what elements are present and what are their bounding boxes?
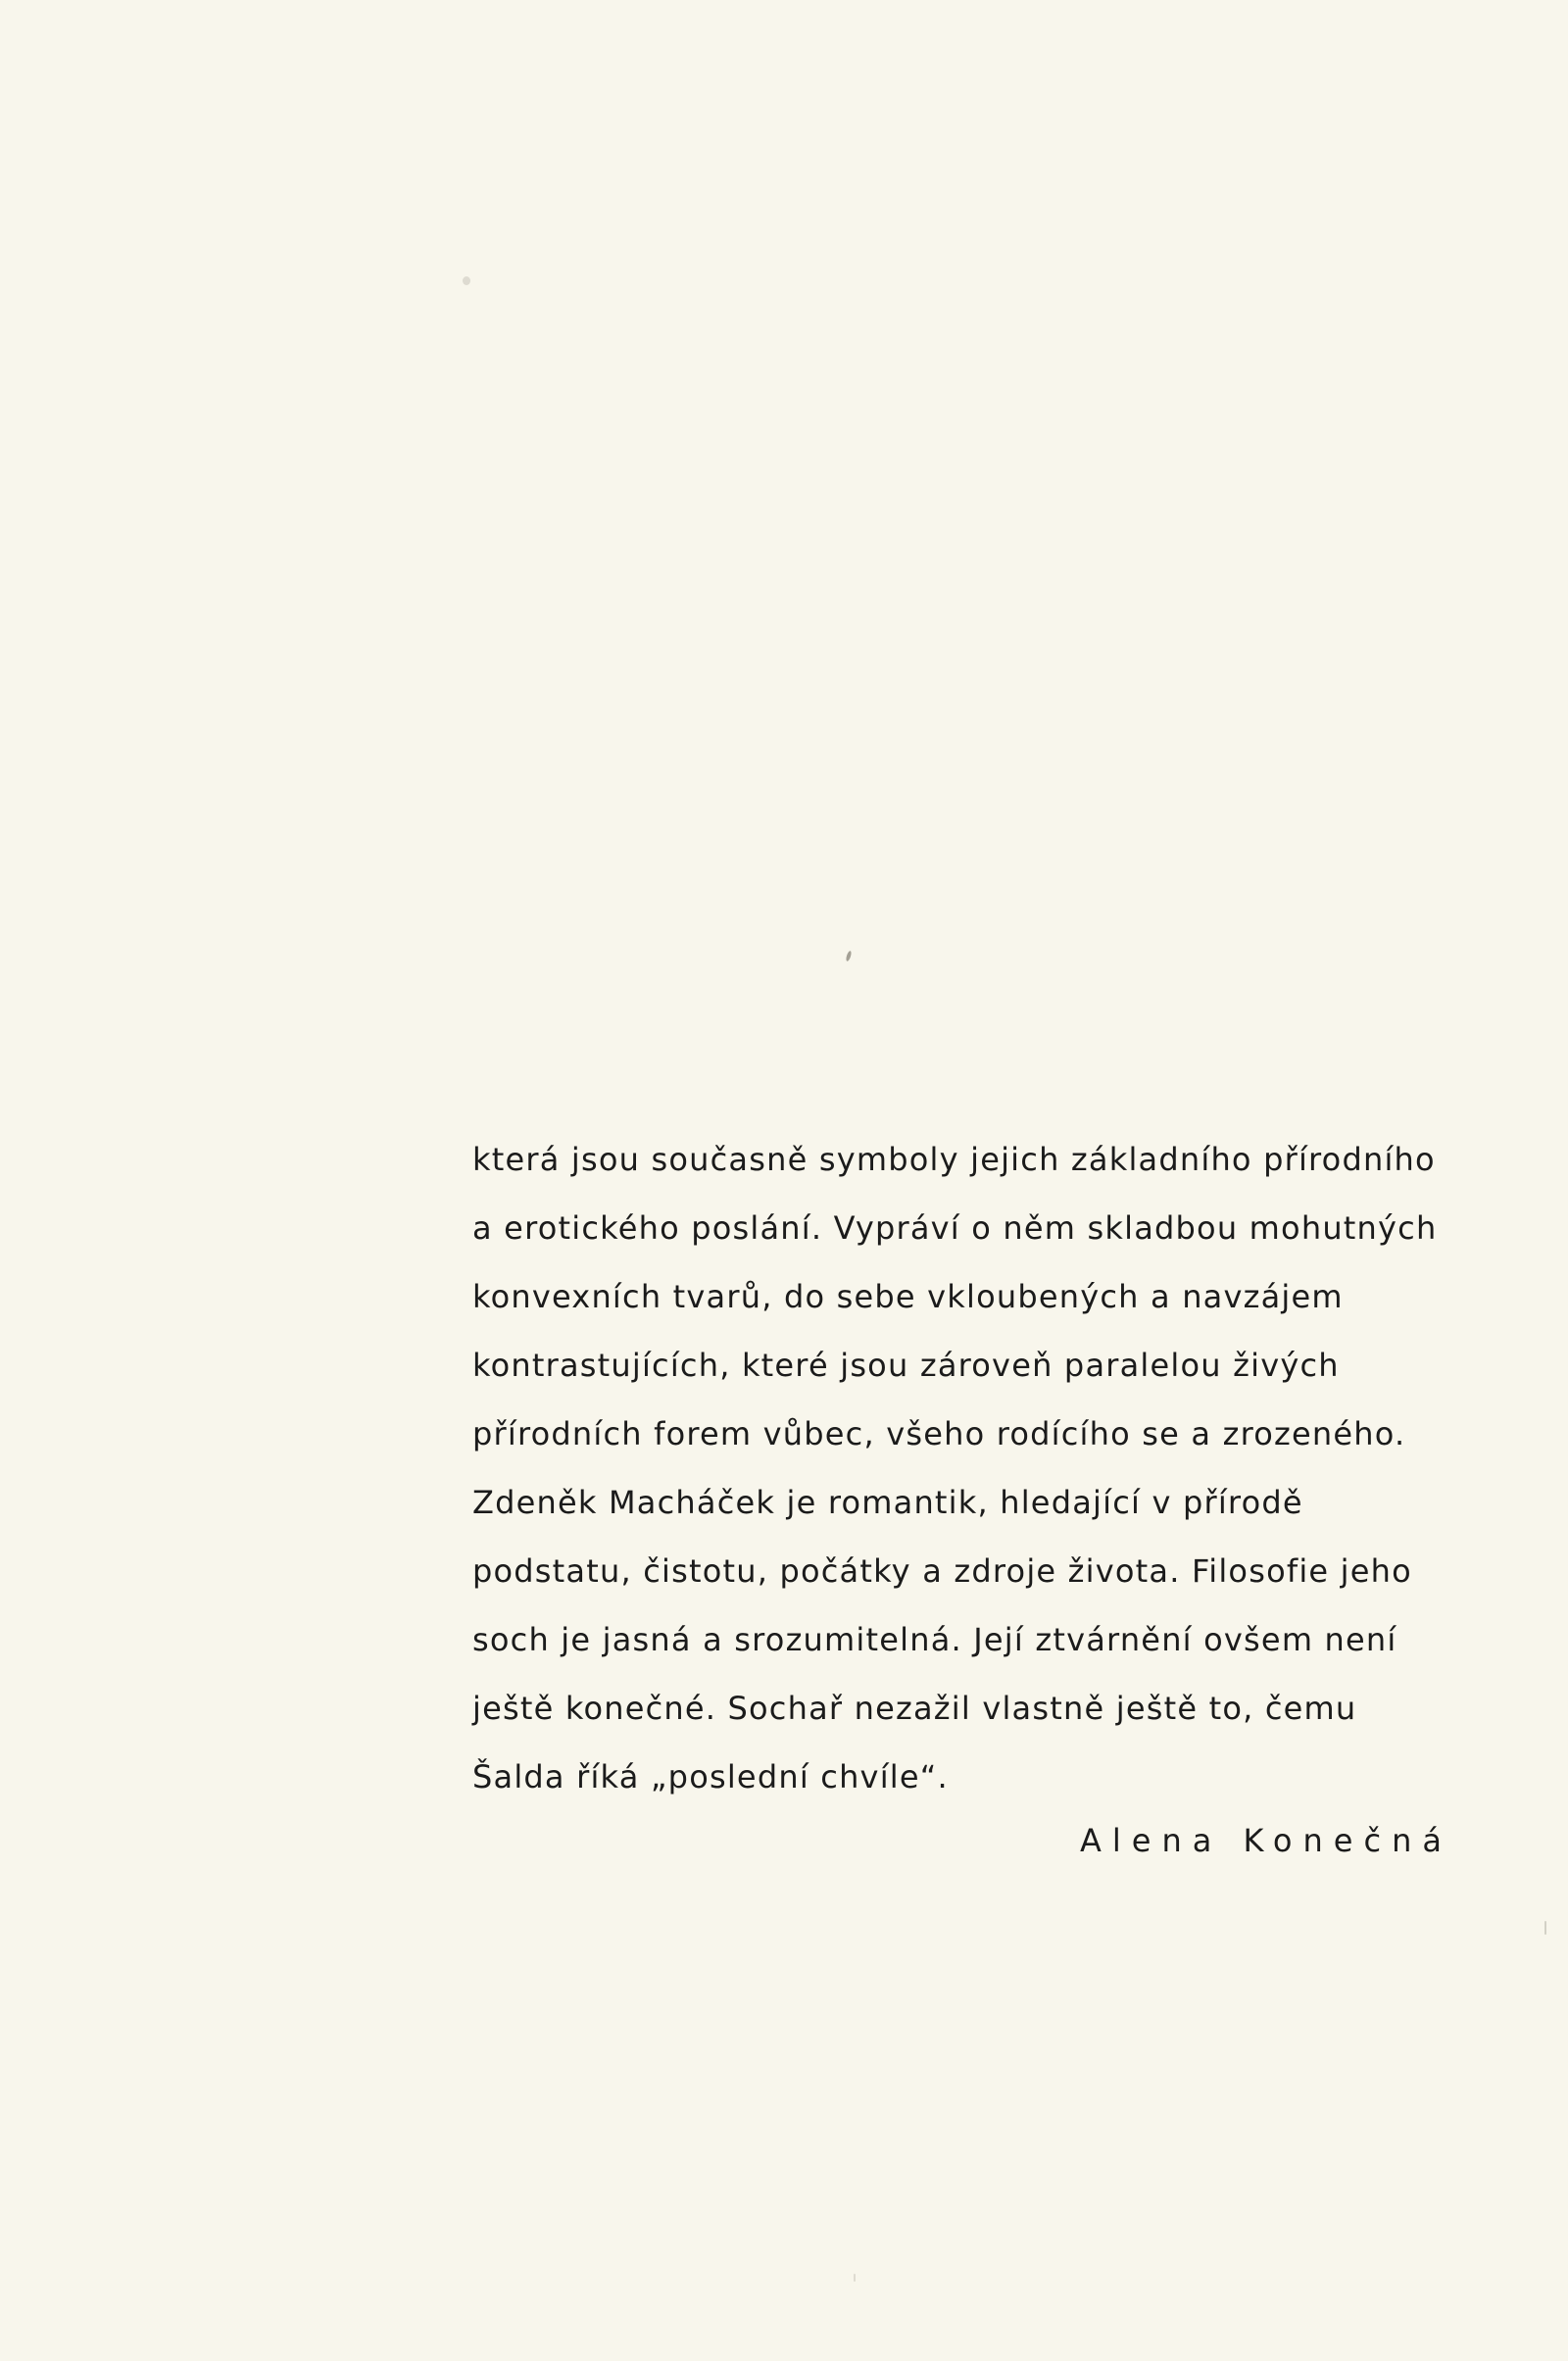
essay-paragraph [472, 1139, 1452, 1825]
text-line: přírodních forem vůbec, všeho rodícího se a zrozeného. [472, 1415, 1406, 1452]
text-line: Šalda říká „poslední chvíle“. [472, 1758, 949, 1795]
text-line: která jsou současně symboly jejich základního přírodního [472, 1141, 1436, 1178]
paper-speck [463, 276, 470, 285]
paper-speck [854, 2274, 856, 2282]
text-line: ještě konečné. Sochař nezažil vlastně ještě to, čemu [472, 1690, 1357, 1727]
author-signature: Alena Konečná [1080, 1822, 1452, 1859]
text-line: podstatu, čistotu, počátky a zdroje života. Filosofie jeho [472, 1552, 1412, 1590]
paper-speck [845, 951, 852, 962]
text-line: soch je jasná a srozumitelná. Její ztvárnění ovšem není [472, 1621, 1397, 1658]
text-line: a erotického poslání. Vypráví o něm skladbou mohutných [472, 1209, 1438, 1247]
text-line: konvexních tvarů, do sebe vkloubených a navzájem [472, 1278, 1344, 1315]
text-line: kontrastujících, které jsou zároveň paralelou živých [472, 1347, 1340, 1384]
paper-speck [1544, 1921, 1546, 1935]
text-line: Zdeněk Macháček je romantik, hledající v přírodě [472, 1484, 1303, 1521]
